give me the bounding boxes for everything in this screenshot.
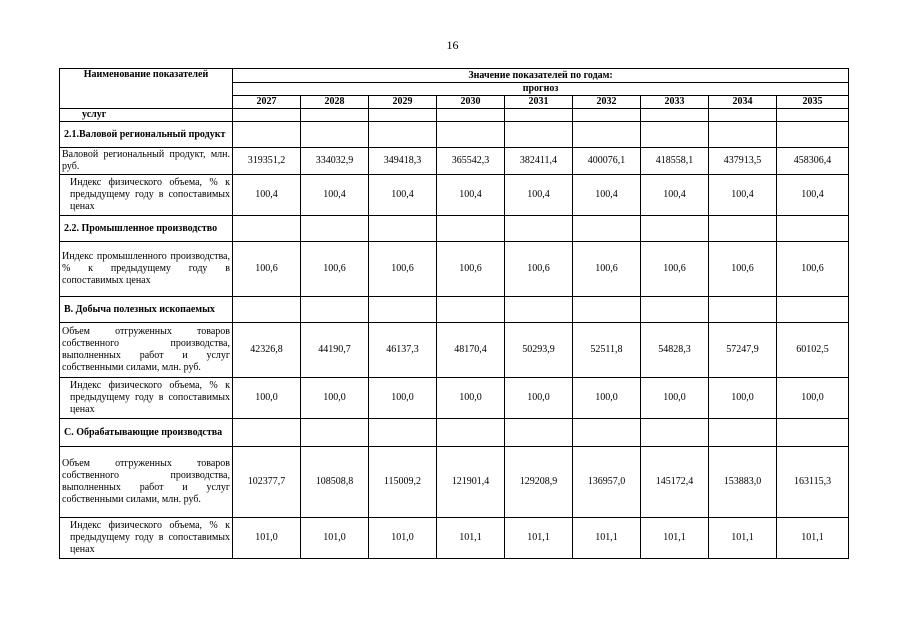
table-cell: 100,0 (709, 378, 777, 419)
header-year: 2033 (641, 96, 709, 109)
table-cell: 100,6 (437, 242, 505, 297)
table-cell: 121901,4 (437, 447, 505, 518)
table-cell: 437913,5 (709, 148, 777, 175)
table-cell: 100,6 (709, 242, 777, 297)
table-cell: 100,4 (777, 175, 849, 216)
table-cell: 100,6 (777, 242, 849, 297)
header-year: 2032 (573, 96, 641, 109)
row-label: услуг (60, 109, 233, 122)
table-cell: 42326,8 (233, 323, 301, 378)
table-row (60, 447, 849, 518)
table-cell: 100,6 (233, 242, 301, 297)
table-cell: 349418,3 (369, 148, 437, 175)
table-cell: 400076,1 (573, 148, 641, 175)
table-cell: 334032,9 (301, 148, 369, 175)
table-cell: 100,4 (641, 175, 709, 216)
header-year: 2035 (777, 96, 849, 109)
table-cell: 101,1 (505, 518, 573, 559)
table-row (60, 419, 849, 447)
table-cell: 102377,7 (233, 447, 301, 518)
table-cell: 100,6 (641, 242, 709, 297)
header-forecast: прогноз (233, 83, 849, 96)
table-cell: 145172,4 (641, 447, 709, 518)
table-cell: 101,1 (641, 518, 709, 559)
table-cell: 100,6 (505, 242, 573, 297)
row-label: Индекс физического объема, % к предыдущему году в сопоставимых ценах (60, 518, 233, 559)
table-cell: 101,1 (709, 518, 777, 559)
table-cell: 100,4 (505, 175, 573, 216)
header-year: 2030 (437, 96, 505, 109)
table-cell: 101,0 (301, 518, 369, 559)
table-cell: 60102,5 (777, 323, 849, 378)
table-cell: 101,1 (777, 518, 849, 559)
forecast-indicators-table (59, 68, 849, 559)
header-year: 2029 (369, 96, 437, 109)
table-cell: 136957,0 (573, 447, 641, 518)
row-label: B. Добыча полезных ископаемых (60, 297, 233, 323)
table-cell: 100,4 (369, 175, 437, 216)
table-cell: 101,0 (369, 518, 437, 559)
table-row (60, 122, 849, 148)
table-cell: 100,6 (301, 242, 369, 297)
table-cell: 52511,8 (573, 323, 641, 378)
table-row (60, 216, 849, 242)
header-year: 2034 (709, 96, 777, 109)
table-cell: 319351,2 (233, 148, 301, 175)
table-row (60, 518, 849, 559)
table-cell: 44190,7 (301, 323, 369, 378)
row-label: Объем отгруженных товаров собственного производства, выполненных работ и услуг собственными силами, млн. руб. (60, 447, 233, 518)
table-row (60, 297, 849, 323)
table-cell: 48170,4 (437, 323, 505, 378)
table-cell: 100,0 (573, 378, 641, 419)
table-cell: 458306,4 (777, 148, 849, 175)
table-cell: 100,0 (777, 378, 849, 419)
table-cell: 100,6 (369, 242, 437, 297)
table-cell: 365542,3 (437, 148, 505, 175)
table-cell: 100,4 (233, 175, 301, 216)
table-row (60, 323, 849, 378)
table-cell: 101,0 (233, 518, 301, 559)
header-indicator-name: Наименование показателей (60, 69, 233, 109)
row-label: Индекс физического объема, % к предыдущему году в сопоставимых ценах (60, 378, 233, 419)
header-year: 2031 (505, 96, 573, 109)
header-year: 2027 (233, 96, 301, 109)
row-label: 2.2. Промышленное производство (60, 216, 233, 242)
row-label: Объем отгруженных товаров собственного производства, выполненных работ и услуг собственными силами, млн. руб. (60, 323, 233, 378)
table-cell: 100,0 (505, 378, 573, 419)
table-cell: 100,0 (369, 378, 437, 419)
row-label: 2.1.Валовой региональный продукт (60, 122, 233, 148)
table-cell: 46137,3 (369, 323, 437, 378)
table-cell: 100,4 (573, 175, 641, 216)
row-label: C. Обрабатывающие производства (60, 419, 233, 447)
table-row (60, 109, 849, 122)
table-cell: 100,0 (437, 378, 505, 419)
table-cell: 153883,0 (709, 447, 777, 518)
header-values-title: Значение показателей по годам: (233, 69, 849, 83)
table-cell: 100,0 (233, 378, 301, 419)
table-cell: 115009,2 (369, 447, 437, 518)
table-cell: 382411,4 (505, 148, 573, 175)
table-cell: 54828,3 (641, 323, 709, 378)
row-label: Индекс промышленного производства, % к предыдущему году в сопоставимых ценах (60, 242, 233, 297)
table-cell: 100,0 (301, 378, 369, 419)
table-cell: 100,4 (437, 175, 505, 216)
table-cell: 100,4 (709, 175, 777, 216)
table-cell: 101,1 (437, 518, 505, 559)
table-cell: 418558,1 (641, 148, 709, 175)
table-row (60, 175, 849, 216)
table-cell: 100,4 (301, 175, 369, 216)
table-cell: 50293,9 (505, 323, 573, 378)
table-cell: 163115,3 (777, 447, 849, 518)
table-row (60, 242, 849, 297)
table-row (60, 378, 849, 419)
table-cell: 101,1 (573, 518, 641, 559)
table-cell: 100,0 (641, 378, 709, 419)
table-cell: 108508,8 (301, 447, 369, 518)
row-label: Индекс физического объема, % к предыдущему году в сопоставимых ценах (60, 175, 233, 216)
table-cell: 129208,9 (505, 447, 573, 518)
table-cell: 100,6 (573, 242, 641, 297)
table-cell: 57247,9 (709, 323, 777, 378)
page-number: 16 (446, 38, 459, 52)
table-row (60, 148, 849, 175)
header-year: 2028 (301, 96, 369, 109)
row-label: Валовой региональный продукт, млн. руб. (60, 148, 233, 175)
